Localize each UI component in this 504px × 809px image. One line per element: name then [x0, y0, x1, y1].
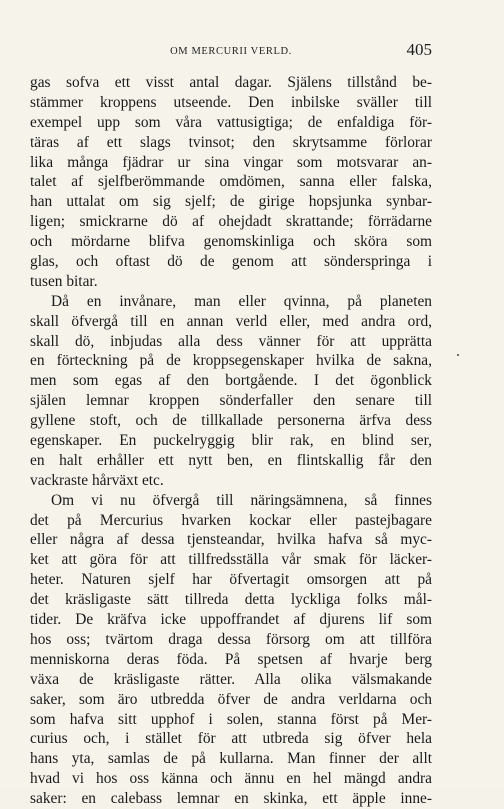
text-line: ket att göra för att tillfredsställa vår smak för läcker-: [30, 551, 432, 569]
text-line: talet af sjelfberömmande omdömen, sanna eller falska,: [30, 173, 432, 191]
text-line: glas, och oftast dö de genom att sönderspringa i: [30, 253, 432, 271]
text-line: som hafva sitt upphof i solen, stanna först på Mer-: [30, 710, 432, 728]
text-line: vackraste hårväxt etc.: [30, 471, 164, 489]
text-line: täras af ett slags tvinsot; den skrytsamme förlorar: [30, 133, 432, 151]
text-line: ligen; smickrarne dö af ohejdadt skrattande; förrädarne: [30, 213, 432, 231]
text-line: Om vi nu öfvergå till näringsämnena, så finnes: [51, 491, 432, 509]
text-line: exempel upp som våra vattusigtiga; de enfaldiga för-: [30, 113, 432, 131]
text-line: skall dö, inbjudas alla dess vänner för att upprätta: [30, 332, 432, 350]
text-line: tider. De kräfva icke uppoffrandet af djurens lif som: [30, 611, 432, 629]
text-line: tusen bitar.: [30, 272, 98, 290]
text-line: saker, som äro utbredda öfver de andra verldarna och: [30, 690, 432, 708]
text-line: gyllene stoft, och de tillkallade personerna ärfva dess: [30, 412, 432, 430]
text-line: hans yta, samlas de på kullarna. Man finner der allt: [30, 750, 432, 768]
text-line: men som egas af den bortgående. I det ögonblick: [30, 372, 432, 390]
text-line: skall öfvergå till en annan verld eller, med andra ord,: [30, 312, 432, 330]
margin-speck: [457, 354, 459, 356]
page-number: 405: [406, 40, 432, 59]
text-line: menniskorna deras föda. På spetsen af hvarje berg: [30, 650, 432, 668]
text-line: hos oss; tvärtom draga dessa försorg om att tillföra: [30, 630, 432, 648]
running-title: OM MERCURII VERLD.: [170, 46, 292, 57]
text-line: curius och, i stället för att utbreda sig öfver hela: [30, 730, 432, 748]
text-line: hvad vi hos oss känna och ännu en hel mängd andra: [30, 770, 432, 788]
text-line: eller några af dessa tjensteandar, hvilka hafva så myc-: [30, 531, 432, 549]
text-line: lika många fjädrar ur sina vingar som motsvarar an-: [30, 153, 432, 171]
text-line: Då en invånare, man eller qvinna, på planeten: [51, 292, 432, 310]
body-text: [30, 73, 432, 809]
text-line: det kräsligaste sätt tillreda detta lyckliga folks mål-: [30, 591, 432, 609]
text-line: heter. Naturen sjelf har öfvertagit omsorgen att på: [30, 571, 432, 589]
text-line: en förteckning på de kroppsegenskaper hvilka de sakna,: [30, 352, 432, 370]
text-line: själen lemnar kroppen sönderfaller den senare till: [30, 392, 432, 410]
text-line: stämmer kroppens utseende. Den inbilske sväller till: [30, 93, 432, 111]
text-line: gas sofva ett visst antal dagar. Själens tillstånd be-: [30, 74, 432, 91]
text-line: han uttalat om sig sjelf; de girige hopsjunka synbar-: [30, 193, 432, 211]
text-line: och mördarne blifva genomskinliga och sköra som: [30, 233, 432, 251]
text-line: egenskaper. En puckelryggig blir rak, en blind ser,: [30, 432, 432, 450]
page-header: [30, 40, 432, 64]
text-line: det på Mercurius hvarken kockar eller pastejbagare: [30, 511, 432, 529]
text-line: en halt erhåller ett nytt ben, en flintskallig får den: [30, 451, 432, 469]
text-line: saker: en calebass lemnar en skinka, ett äpple inne-: [30, 790, 432, 808]
text-line: växa de kräsligaste rätter. Alla olika välsmakande: [30, 670, 432, 688]
